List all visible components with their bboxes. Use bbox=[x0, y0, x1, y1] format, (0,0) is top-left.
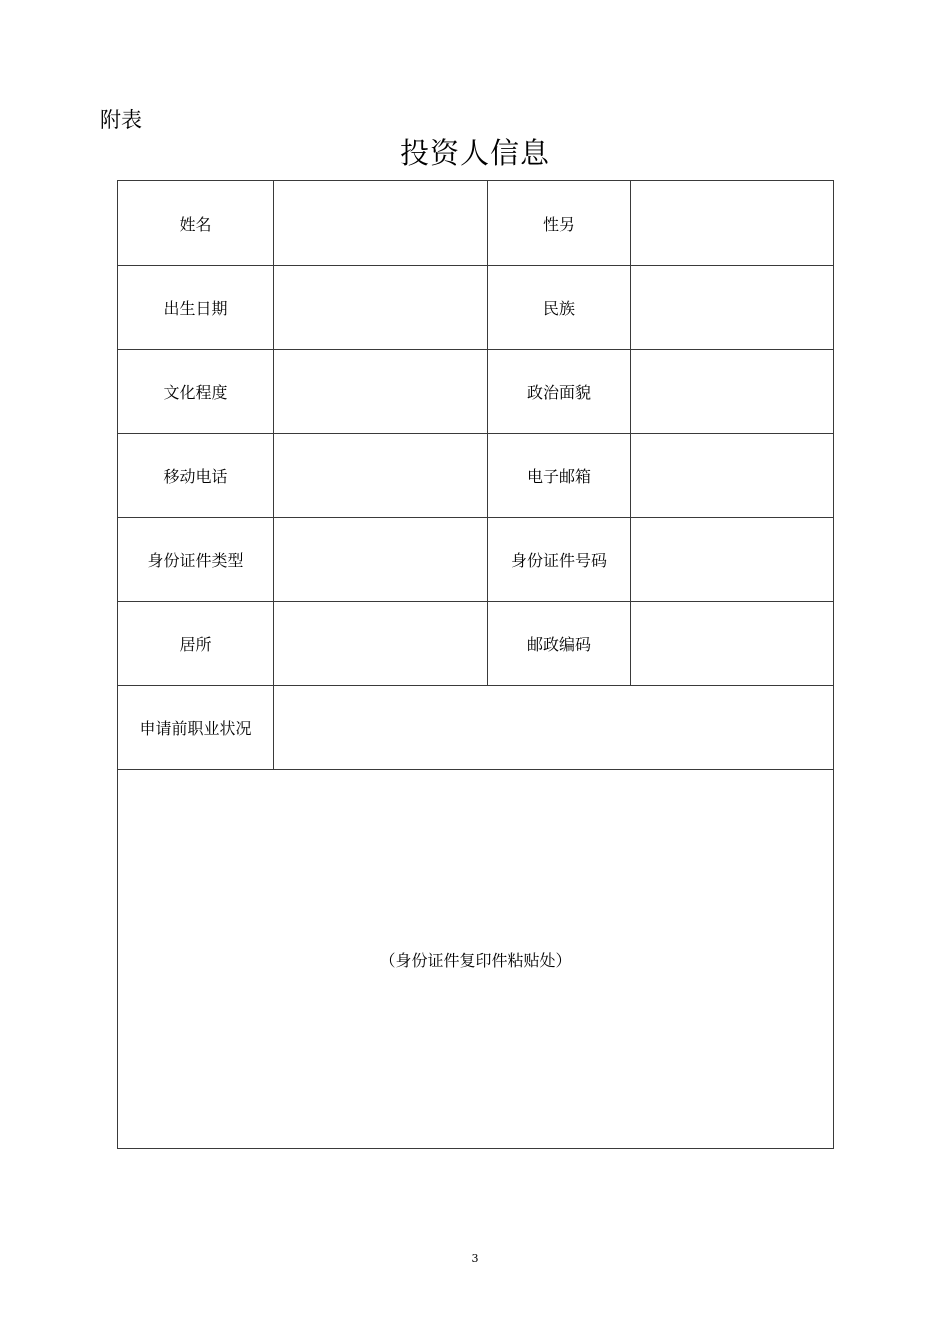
email-field[interactable] bbox=[631, 434, 834, 518]
occupation-field[interactable] bbox=[274, 686, 834, 770]
residence-field[interactable] bbox=[274, 602, 488, 686]
page-number: 3 bbox=[471, 1252, 479, 1265]
gender-label: 性另 bbox=[488, 181, 631, 266]
postal-code-field[interactable] bbox=[631, 602, 834, 686]
table-row bbox=[118, 518, 834, 602]
id-type-label: 身份证件类型 bbox=[118, 518, 274, 602]
table-row bbox=[118, 181, 834, 266]
investor-info-table bbox=[117, 180, 834, 1149]
table-row bbox=[118, 602, 834, 686]
id-number-label: 身份证件号码 bbox=[488, 518, 631, 602]
table-row bbox=[118, 266, 834, 350]
table-row bbox=[118, 434, 834, 518]
id-number-field[interactable] bbox=[631, 518, 834, 602]
table-row bbox=[118, 350, 834, 434]
birth-date-field[interactable] bbox=[274, 266, 488, 350]
birth-date-label: 出生日期 bbox=[118, 266, 274, 350]
occupation-label: 申请前职业状况 bbox=[118, 686, 274, 770]
education-field[interactable] bbox=[274, 350, 488, 434]
ethnicity-label: 民族 bbox=[488, 266, 631, 350]
table-row bbox=[118, 686, 834, 770]
ethnicity-field[interactable] bbox=[631, 266, 834, 350]
residence-label: 居所 bbox=[118, 602, 274, 686]
mobile-phone-label: 移动电话 bbox=[118, 434, 274, 518]
email-label: 电子邮箱 bbox=[488, 434, 631, 518]
education-label: 文化程度 bbox=[118, 350, 274, 434]
table-row bbox=[118, 770, 834, 1149]
id-copy-paste-area: （身份证件复印件粘贴处） bbox=[118, 770, 834, 1149]
id-type-field[interactable] bbox=[274, 518, 488, 602]
political-status-field[interactable] bbox=[631, 350, 834, 434]
political-status-label: 政治面貌 bbox=[488, 350, 631, 434]
name-label: 姓名 bbox=[118, 181, 274, 266]
appendix-label: 附表 bbox=[100, 108, 142, 132]
mobile-phone-field[interactable] bbox=[274, 434, 488, 518]
gender-field[interactable] bbox=[631, 181, 834, 266]
postal-code-label: 邮政编码 bbox=[488, 602, 631, 686]
name-field[interactable] bbox=[274, 181, 488, 266]
page-title: 投资人信息 bbox=[399, 136, 550, 170]
